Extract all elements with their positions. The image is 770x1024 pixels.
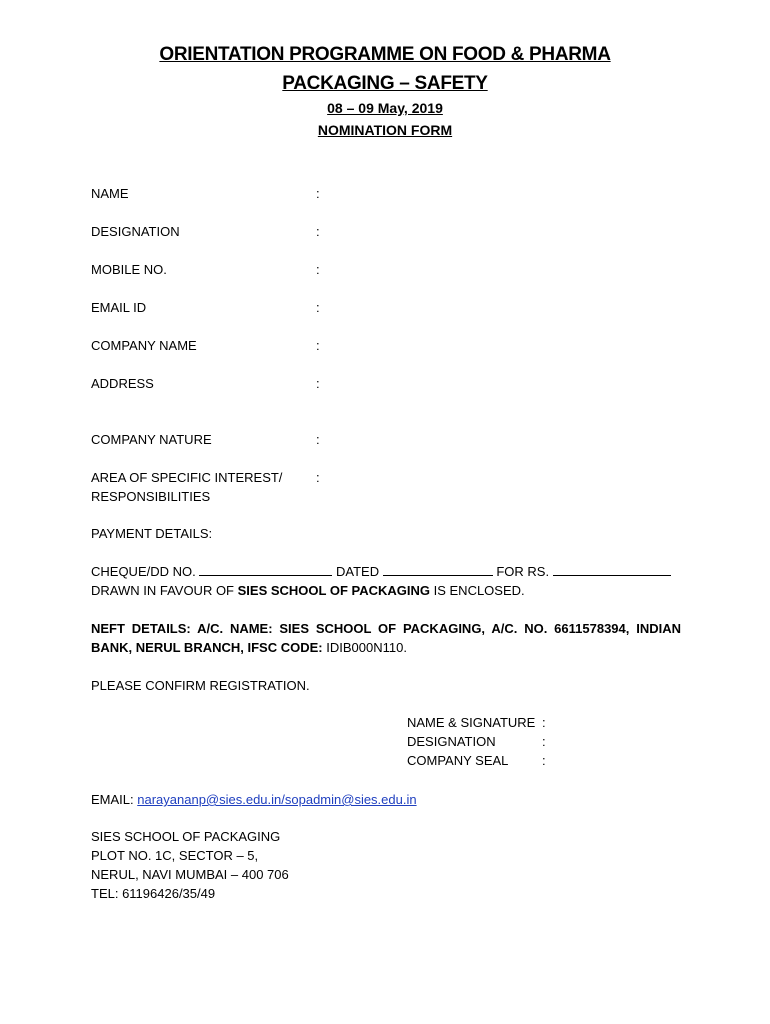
signature-name-label: NAME & SIGNATURE: [407, 715, 536, 730]
field-mobile-label: MOBILE NO.: [91, 262, 167, 277]
document-title-line2: PACKAGING – SAFETY: [282, 73, 488, 94]
ifsc-code: IDIB000N110: [326, 640, 404, 655]
email-label: EMAIL:: [91, 792, 138, 807]
signature-seal-label: COMPANY SEAL: [407, 753, 509, 768]
document-title-line1: ORIENTATION PROGRAMME ON FOOD & PHARMA: [159, 44, 611, 65]
date-blank: [383, 563, 493, 576]
payment-heading: PAYMENT DETAILS:: [91, 526, 213, 541]
neft-text: NEFT DETAILS: A/C. NAME: SIES SCHOOL OF PACKAGING, A/C. NO. 6611578394, INDIAN BANK, NERUL BRANCH, IFSC CODE:: [91, 621, 681, 655]
cheque-line: [91, 562, 671, 581]
field-address-label: ADDRESS: [91, 376, 154, 391]
signature-name-colon: :: [542, 715, 546, 730]
favour-suffix: IS ENCLOSED.: [430, 583, 525, 598]
field-email-label: EMAIL ID: [91, 300, 147, 315]
address-line-2: PLOT NO. 1C, SECTOR – 5,: [91, 848, 259, 863]
confirm-registration: PLEASE CONFIRM REGISTRATION.: [91, 678, 310, 693]
amount-blank: [553, 563, 671, 576]
address-line-1: SIES SCHOOL OF PACKAGING: [91, 829, 281, 844]
cheque-number-blank: [199, 563, 332, 576]
field-interest-label-line2: RESPONSIBILITIES: [91, 489, 211, 504]
signature-seal-colon: :: [542, 753, 546, 768]
field-address-colon: :: [316, 376, 320, 391]
address-line-3: NERUL, NAVI MUMBAI – 400 706: [91, 867, 289, 882]
cheque-label: CHEQUE/DD NO.: [91, 564, 196, 579]
email-link[interactable]: narayananp@sies.edu.in/sopadmin@sies.edu.in: [137, 792, 417, 807]
for-rs-label: FOR RS.: [496, 564, 550, 579]
field-interest-label: AREA OF SPECIFIC INTEREST/: [91, 470, 283, 485]
signature-designation-label: DESIGNATION: [407, 734, 496, 749]
favour-name: SIES SCHOOL OF PACKAGING: [237, 583, 430, 598]
neft-details: [91, 619, 681, 657]
favour-prefix: DRAWN IN FAVOUR OF: [91, 583, 238, 598]
field-name-label: NAME: [91, 186, 129, 201]
neft-period: .: [403, 640, 407, 655]
field-company-name-label: COMPANY NAME: [91, 338, 197, 353]
form-name: NOMINATION FORM: [317, 122, 453, 138]
field-company-name-colon: :: [316, 338, 320, 353]
field-name-colon: :: [316, 186, 320, 201]
field-designation-label: DESIGNATION: [91, 224, 180, 239]
event-dates: 08 – 09 May, 2019: [327, 100, 443, 116]
field-mobile-colon: :: [316, 262, 320, 277]
field-company-nature-label: COMPANY NATURE: [91, 432, 212, 447]
dated-label: DATED: [335, 564, 380, 579]
field-designation-colon: :: [316, 224, 320, 239]
field-company-nature-colon: :: [316, 432, 320, 447]
signature-designation-colon: :: [542, 734, 546, 749]
address-line-4: TEL: 61196426/35/49: [91, 886, 216, 901]
favour-line: [91, 581, 525, 600]
field-interest-colon: :: [316, 470, 320, 485]
field-email-colon: :: [316, 300, 320, 315]
email-line: [91, 790, 417, 809]
